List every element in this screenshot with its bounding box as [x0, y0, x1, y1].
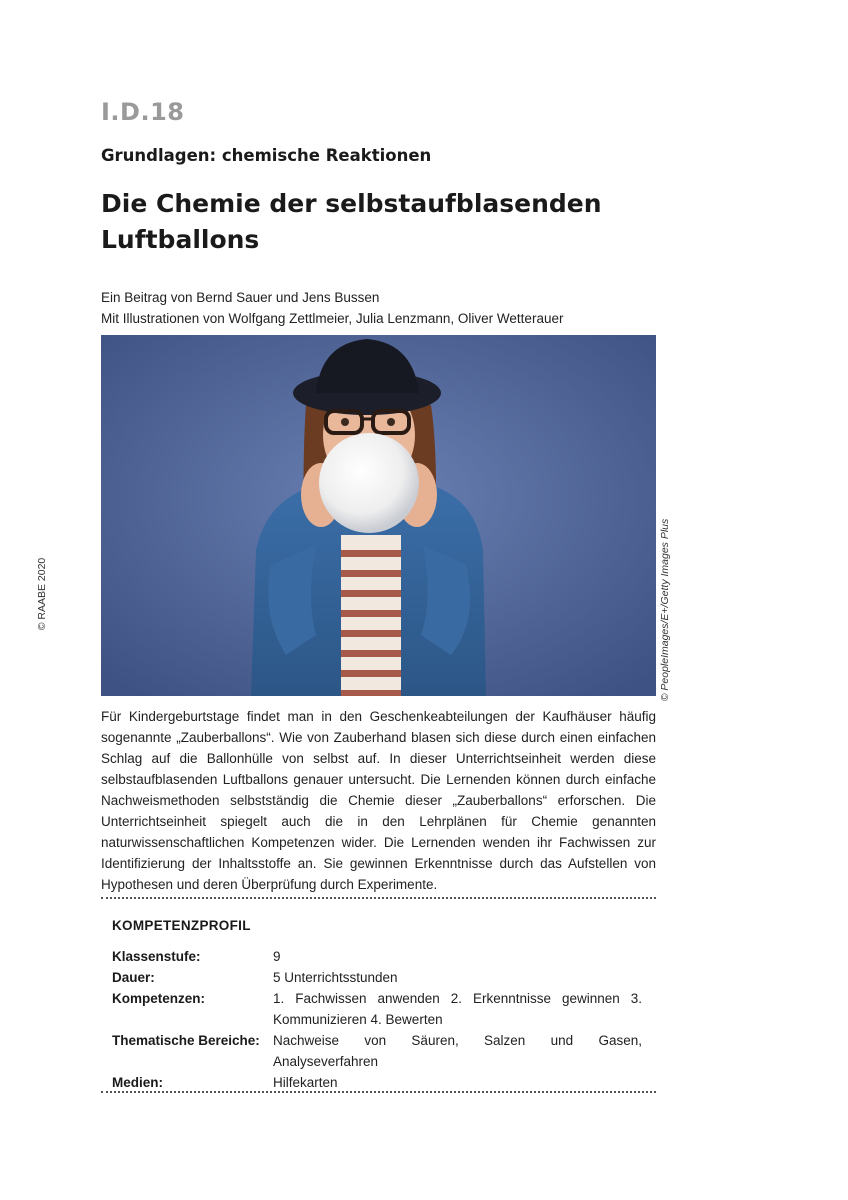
illustrator-line: Mit Illustrationen von Wolfgang Zettlmeier, Julia Lenzmann, Oliver Wetterauer [101, 311, 564, 326]
kompetenzprofil-table [112, 946, 642, 1093]
row-label: Dauer: [112, 970, 155, 985]
byline [101, 287, 661, 329]
intro-paragraph: Für Kindergeburtstage findet man in den Geschenkeabteilungen der Kaufhäuser häufig sogenannte „Zauberballons“. Wie von Zauberhand blasen sich diese durch einen einfachen Schlag auf die Ballonhülle von selbst auf. In dieser Unterrichtseinheit werden diese selbstaufblasenden Luftballons genauer untersucht. Die Lernenden können durch einfache Nachweismethoden selbstständig die Chemie dieser „Zauberballons“ erforschen. Die Unterrichtseinheit spiegelt auch die in den Lehrplänen für Chemie genannten naturwissenschaftlichen Kompetenzen wider. Die Lernenden wenden ihr Fachwissen zur Identifizierung der Inhaltsstoffe an. Sie gewinnen Erkenntnisse durch das Aufstellen von Hypothesen und deren Überprüfung durch Experimente. [101, 709, 656, 892]
row-label: Medien: [112, 1075, 164, 1090]
table-row [112, 1072, 642, 1093]
photo-credit: © PeopleImages/E+/Getty Images Plus [659, 518, 671, 702]
bottom-divider [101, 1091, 656, 1093]
kompetenzprofil-heading: KOMPETENZPROFIL [112, 918, 251, 933]
top-divider [101, 897, 656, 899]
row-label: Thematische Bereiche: [112, 1033, 260, 1048]
cover-photo [101, 335, 656, 696]
table-row [112, 967, 642, 988]
series-subtitle: Grundlagen: chemische Reaktionen [101, 146, 432, 165]
author-line: Ein Beitrag von Bernd Sauer und Jens Bussen [101, 290, 380, 305]
unit-code: I.D.18 [101, 98, 185, 126]
row-value: 1. Fachwissen anwenden 2. Erkenntnisse gewinnen 3. Kommunizieren 4. Bewerten [273, 991, 642, 1027]
row-value: 9 [273, 949, 281, 964]
row-label: Kompetenzen: [112, 991, 206, 1006]
table-row [112, 1030, 642, 1072]
row-value: 5 Unterrichtsstunden [273, 970, 398, 985]
side-copyright: © RAABE 2020 [36, 557, 48, 631]
row-value: Hilfekarten [273, 1075, 338, 1090]
table-row [112, 988, 642, 1030]
table-row [112, 946, 642, 967]
row-value: Nachweise von Säuren, Salzen und Gasen, Analyseverfahren [273, 1033, 642, 1069]
page-title: Die Chemie der selbstaufblasenden Luftballons [101, 189, 602, 254]
row-label: Klassenstufe: [112, 949, 201, 964]
